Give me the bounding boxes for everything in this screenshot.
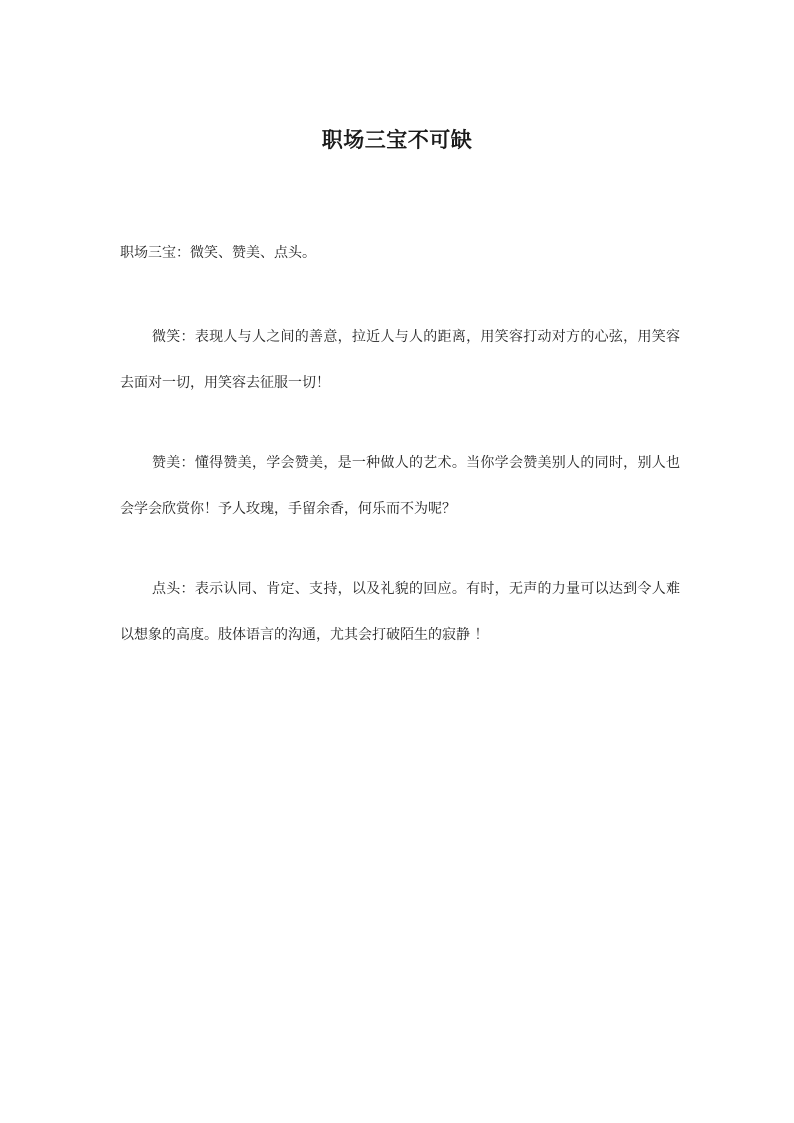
paragraph-nod: 点头：表示认同、肯定、支持，以及礼貌的回应。有时，无声的力量可以达到令人难以想象的高度。肢体语言的沟通，尤其会打破陌生的寂静 ！ [120, 581, 680, 643]
document-body [120, 240, 680, 658]
paragraph-smile: 微笑：表现人与人之间的善意，拉近人与人的距离，用笑容打动对方的心弦，用笑容去面对一切，用笑容去征服一切！ [120, 329, 680, 391]
intro-paragraph: 职场三宝：微笑、赞美、点头。 [120, 245, 316, 261]
paragraph-praise: 赞美：懂得赞美，学会赞美，是一种做人的艺术。当你学会赞美别人的同时，别人也会学会欣赏你！予人玫瑰，手留余香，何乐而不为呢？ [120, 455, 680, 517]
document-title: 职场三宝不可缺 [321, 127, 473, 153]
